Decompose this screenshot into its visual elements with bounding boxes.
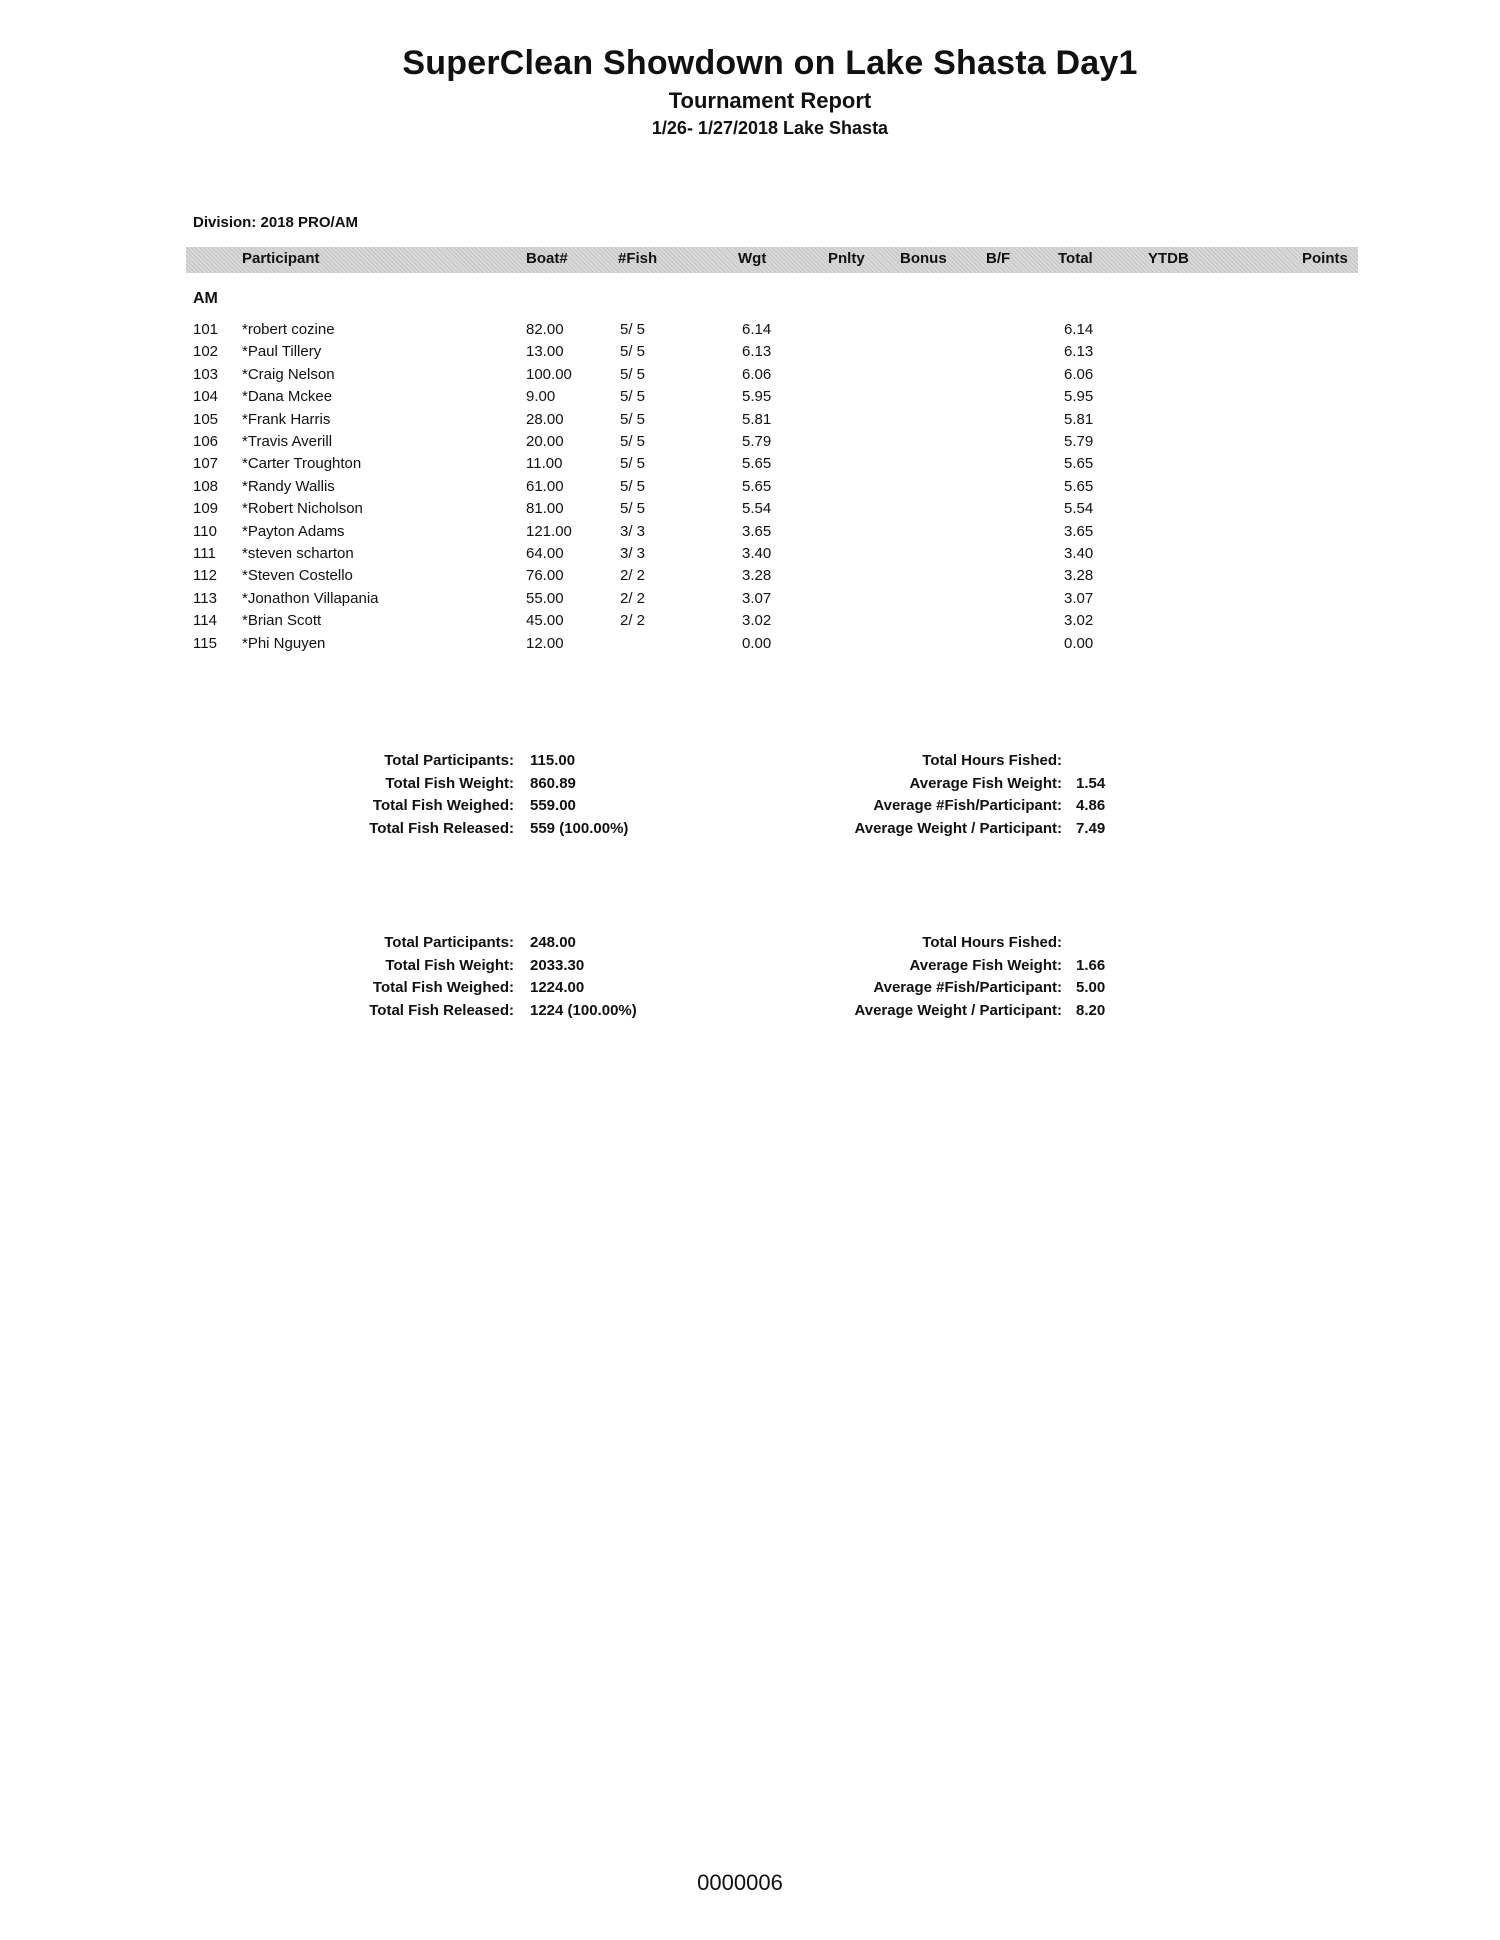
cell-boat: 61.00 [526,477,564,495]
cell-boat: 82.00 [526,321,564,338]
cell-fish: 2/ 2 [620,612,646,630]
table-row [0,343,1500,365]
cell-name: *Carter Troughton [242,455,362,473]
cell-name: *steven scharton [242,545,354,562]
summary-line [0,820,1500,842]
summary-value: 5.00 [1076,979,1106,996]
cell-fish: 3/ 3 [620,545,646,562]
cell-boat: 9.00 [526,388,556,406]
summary-label: Average Weight / Participant: [854,819,1062,837]
page-number: 0000006 [697,1870,783,1895]
group-label-am: AM [193,290,218,307]
cell-place: 101 [193,321,219,338]
col-fish: #Fish [618,250,658,267]
cell-wgt: 3.28 [742,567,772,585]
cell-fish: 2/ 2 [620,567,646,585]
cell-total: 3.65 [1064,522,1094,540]
summary-label: Average #Fish/Participant: [873,979,1062,996]
table-row [0,590,1500,612]
cell-total: 5.65 [1064,477,1094,495]
cell-wgt: 3.65 [742,522,772,540]
summary-label: Total Hours Fished: [922,934,1062,951]
cell-wgt: 3.02 [742,612,772,630]
cell-wgt: 6.06 [742,365,772,383]
col-points: Points [1302,250,1348,267]
cell-total: 6.14 [1064,321,1094,338]
cell-place: 110 [193,522,217,540]
table-row [0,612,1500,634]
cell-place: 103 [193,365,219,383]
table-row [0,411,1500,433]
summary-line [0,979,1500,1001]
cell-wgt: 5.95 [742,388,772,406]
cell-wgt: 3.40 [742,545,772,562]
table-row [0,455,1500,477]
summary-line [0,934,1500,956]
summary-value: 2033.30 [530,956,585,974]
cell-name: *Brian Scott [242,612,322,630]
cell-wgt: 5.81 [742,410,772,428]
summary-label: Total Participants: [384,934,514,951]
summary-value: 860.89 [530,774,576,792]
cell-boat: 100.00 [526,365,572,383]
cell-fish: 5/ 5 [620,343,646,361]
cell-total: 5.79 [1064,433,1094,450]
cell-name: *Dana Mckee [242,388,333,406]
summary-line [0,775,1500,797]
cell-wgt: 6.14 [742,321,772,338]
table-row [0,567,1500,589]
cell-total: 6.13 [1064,343,1094,361]
summary-value: 1224 (100.00%) [530,1001,637,1019]
summary-label: Total Participants: [384,752,514,769]
cell-boat: 28.00 [526,410,564,428]
cell-name: *Craig Nelson [242,365,335,383]
table-row [0,433,1500,455]
col-total: Total [1058,250,1093,267]
table-row [0,478,1500,500]
cell-place: 108 [193,477,219,495]
col-pnlty: Pnlty [828,250,865,267]
cell-boat: 11.00 [526,455,563,473]
cell-boat: 121.00 [526,522,572,540]
summary-label: Average Weight / Participant: [854,1001,1062,1019]
col-wgt: Wgt [738,250,767,267]
cell-name: *robert cozine [242,321,335,338]
cell-boat: 55.00 [526,589,564,607]
cell-place: 102 [193,343,219,361]
cell-fish: 5/ 5 [620,321,646,338]
cell-boat: 45.00 [526,612,564,630]
summary-value: 1.66 [1076,956,1106,974]
summary-label: Average Fish Weight: [909,956,1062,974]
division-label: Division: 2018 PRO/AM [193,214,359,231]
cell-place: 104 [193,388,219,406]
summary-label: Total Fish Released: [369,1001,514,1019]
cell-fish: 3/ 3 [620,522,646,540]
table-header [186,247,1358,273]
col-participant: Participant [242,250,320,267]
cell-fish: 5/ 5 [620,410,646,428]
cell-total: 6.06 [1064,365,1094,383]
cell-name: *Jonathon Villapania [242,589,379,607]
cell-wgt: 3.07 [742,589,772,607]
summary-value: 559.00 [530,797,576,814]
summary-line [0,1002,1500,1024]
cell-place: 107 [193,455,219,473]
summary-line [0,752,1500,774]
cell-boat: 64.00 [526,545,564,562]
table-row [0,523,1500,545]
report-title: SuperClean Showdown on Lake Shasta Day1 [402,44,1138,82]
cell-total: 3.07 [1064,589,1094,607]
cell-name: *Frank Harris [242,410,331,428]
table-row [0,366,1500,388]
cell-name: *Paul Tillery [242,343,322,361]
cell-place: 109 [193,500,219,518]
table-row [0,545,1500,567]
summary-label: Total Fish Weight: [385,956,514,974]
cell-fish: 5/ 5 [620,433,646,450]
cell-fish: 5/ 5 [620,388,646,406]
cell-place: 113 [193,589,217,607]
cell-total: 3.40 [1064,545,1094,562]
cell-boat: 81.00 [526,500,564,518]
cell-place: 111 [193,545,216,562]
cell-place: 106 [193,433,219,450]
cell-name: *Steven Costello [242,567,353,585]
summary-value: 7.49 [1076,819,1106,837]
col-boat: Boat# [526,250,568,267]
cell-wgt: 5.54 [742,500,772,518]
summary-label: Total Fish Weighed: [372,797,514,814]
cell-wgt: 0.00 [742,634,772,652]
summary-value: 1.54 [1076,774,1106,792]
cell-name: *Phi Nguyen [242,634,326,652]
col-ytdb: YTDB [1148,250,1189,267]
cell-fish: 5/ 5 [620,500,646,518]
cell-total: 5.95 [1064,388,1094,406]
summary-label: Average #Fish/Participant: [873,797,1062,814]
cell-name: *Randy Wallis [242,477,335,495]
cell-wgt: 5.79 [742,433,772,450]
cell-wgt: 5.65 [742,477,772,495]
summary-value: 1224.00 [530,979,585,996]
summary-value: 248.00 [530,934,576,951]
col-bf: B/F [986,250,1011,267]
cell-place: 112 [193,567,217,585]
cell-fish: 2/ 2 [620,589,646,607]
cell-place: 115 [193,634,217,652]
cell-name: *Travis Averill [242,433,333,450]
cell-boat: 20.00 [526,433,564,450]
cell-total: 3.28 [1064,567,1094,585]
table-row [0,321,1500,343]
summary-value: 559 (100.00%) [530,819,629,837]
report-subtitle: Tournament Report [668,88,872,113]
table-row [0,388,1500,410]
col-bonus: Bonus [900,250,947,267]
summary-value: 4.86 [1076,797,1106,814]
summary-value: 8.20 [1076,1001,1106,1019]
report-dates: 1/26- 1/27/2018 Lake Shasta [651,118,889,138]
cell-total: 5.65 [1064,455,1094,473]
cell-total: 5.54 [1064,500,1094,518]
cell-place: 114 [193,612,217,630]
cell-wgt: 6.13 [742,343,772,361]
summary-label: Total Fish Weight: [385,774,514,792]
summary-label: Average Fish Weight: [909,774,1062,792]
table-row [0,635,1500,657]
cell-fish: 5/ 5 [620,455,646,473]
summary-label: Total Fish Released: [369,819,514,837]
cell-boat: 12.00 [526,634,564,652]
summary-line [0,957,1500,979]
table-row [0,500,1500,522]
cell-boat: 13.00 [526,343,564,361]
cell-total: 5.81 [1064,410,1094,428]
cell-name: *Payton Adams [242,522,345,540]
cell-fish: 5/ 5 [620,365,646,383]
cell-name: *Robert Nicholson [242,500,363,518]
summary-label: Total Fish Weighed: [372,979,514,996]
cell-wgt: 5.65 [742,455,772,473]
cell-boat: 76.00 [526,567,564,585]
summary-label: Total Hours Fished: [922,752,1062,769]
cell-place: 105 [193,410,219,428]
cell-fish: 5/ 5 [620,477,646,495]
summary-line [0,797,1500,819]
cell-total: 3.02 [1064,612,1094,630]
cell-total: 0.00 [1064,634,1094,652]
summary-value: 115.00 [530,752,576,769]
